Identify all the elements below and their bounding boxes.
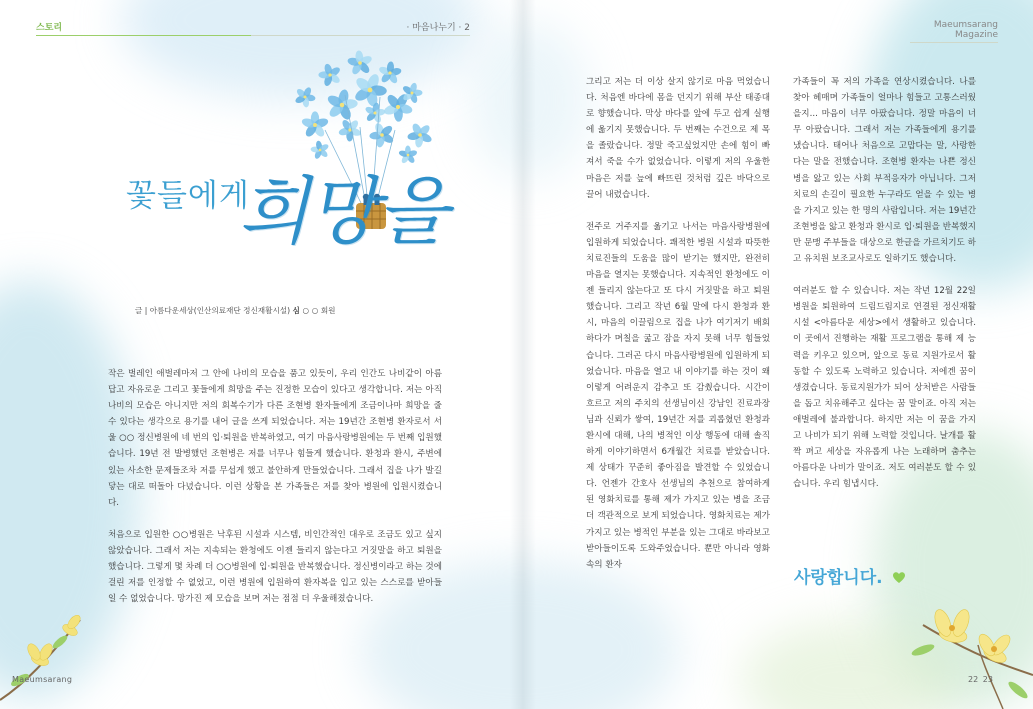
author-name: 심 ○ ○ <box>292 306 319 315</box>
balloon-flower-center <box>319 149 322 152</box>
footer-magazine: Maeumsarang <box>12 675 73 684</box>
byline <box>135 305 415 316</box>
balloon-flower-center <box>407 154 410 157</box>
balloon-flower-center <box>396 105 400 109</box>
page-gutter <box>510 0 536 709</box>
paragraph: 작은 벌레인 애벌레마저 그 안에 나비의 모습을 품고 있듯이, 우리 인간도 나비같이 아름답고 자유로운 그리고 꽃들에게 희망을 주는 진정한 모습이 있다고 생각합니다. 저는 아직 나비의 모습은 아니지만 저의 회복수기가 다른 조현병 환자들에게 조금이나마 희망을 줄 수 있다는 생각으로 용기를 내어 글을 쓰게 되었습니다. 저는 19년간 조현병 환자로서 서울 ○○ 정신병원에 네 번의 입·퇴원을 반복하였고, 여기 마음사랑병원에는 두 번째 입원했습니다. 19년 전 발병했던 조현병은 저를 너무나 힘들게 했습니다. 환청과 환시, 주변에 있는 사소한 문제들조차 저를 무섭게 했고 불안하게 만들었습니다. 그래서 집을 나가 발길 닿는 대로 떠돌아 다녔습니다. 이런 상황을 본 가족들은 저를 찾아 병원에 입원시켰습니다. <box>108 369 442 508</box>
balloon-flower-center <box>388 71 391 74</box>
series-title: · 마음나누기 · 2 <box>251 20 470 36</box>
article-column-middle <box>586 74 770 589</box>
balloon-flower-center <box>380 133 384 137</box>
balloon-flower-center <box>368 88 373 93</box>
paragraph: 그리고 저는 더 이상 살지 않기로 마음 먹었습니다. 처음엔 바다에 몸을 던지기 위해 부산 태종대로 향했습니다. 막상 바다를 앞에 두고 쉽게 실행에 옮기지 못했습니다. 두 번째는 수건으로 제 목을 졸랐습니다. 정말 죽고싶었지만 손에 힘이 빠져서 죽을 수가 없었습니다. 이렇게 저의 우울한 마음은 저를 늪에 빠뜨린 것처럼 깊은 바닥으로 끌어 내렸습니다. <box>586 77 770 200</box>
balloon-flower-center <box>340 103 345 108</box>
balloon-flower-center <box>418 133 422 137</box>
title-part-2: 희망을 <box>238 169 447 255</box>
paragraph: 처음으로 입원한 ○○병원은 낙후된 시설과 시스템, 비인간적인 대우로 조금도 있고 싶지 않았습니다. 그래서 저는 지속되는 환청에도 이젠 들리지 않는다고 거짓말을 하고 퇴원을 했습니다. 그렇게 몇 차례 더 ○○병원에 입·퇴원을 반복했습니다. 정신병이라고 하는 것에 걸린 저를 인정할 수 없었고, 이런 병원에 입원하여 환자복을 입고 있는 스스로를 받아들일 수 없었습니다. 망가진 제 모습을 보며 저는 점점 더 우울해졌습니다. <box>108 529 442 605</box>
page-number-right: 23 <box>982 675 993 684</box>
balloon-flower-center <box>358 61 362 65</box>
balloon-flower-center <box>304 96 307 99</box>
title-part-1: 꽃들에게 <box>126 178 250 214</box>
paragraph: 여러분도 할 수 있습니다. 저는 작년 12월 22일 병원을 퇴원하여 드림드림지로 연결된 정신재활시설 <아름다운 세상>에서 생활하고 있습니다. 이 곳에서 진행하는 재활 프로그램을 통해 제 능력을 키우고 있으며, 앞으로 동료 지원가로서 활동할 수 있도록 노력하고 있습니다. 저에겐 꿈이 생겼습니다. 동료지원가가 되어 상처받은 사람들을 돕고 치유해주고 싶다는 꿈 말이죠. 아직 저는 애벌레에 불과합니다. 하지만 저는 이 꿈을 가지고 나비가 되기 위해 노력할 것입니다. 날개를 활짝 펴고 세상을 자유롭게 나는 노래하며 춤추는 아름다운 나비가 말이죠. 저도 여러분도 할 수 있습니다. 우리 힘냅시다. <box>793 286 976 490</box>
article-column-right <box>793 74 976 508</box>
paragraph: 전주로 거주지를 옮기고 나서는 마음사랑병원에 입원하게 되었습니다. 쾌적한 병원 시설과 따뜻한 치료진들의 도움을 많이 받기는 했지만, 완전히 마음을 열지는 못했습니다. 지속적인 환청에도 이젠 들리지 않는다고 또 다시 거짓말을 하고 퇴원했습니다. 그리고 작년 6월 말에 다시 환청과 환시, 마음의 이끌림으로 집을 나가 여기저기 배회하다가 며칠을 굶고 잠을 자지 못해 너무 힘들었습니다. 그러곤 다시 마음사랑병원에 입원하게 되었습니다. 마음을 열고 내 이야기를 하는 것이 왜 이렇게 어려운지 감추고 또 감췄습니다. 시간이 흐르고 저의 주치의 선생님이신 강남인 진료과장님과 신뢰가 쌓여, 19년간 저를 괴롭혔던 환청과 환시에 대해, 나의 병적인 이상 행동에 대해 솔직하게 이야기하면서 6개월간 치료를 받았습니다. 제 상태가 꾸준히 좋아짐을 발견할 수 있었습니다. 언젠가 간호사 선생님의 추천으로 참여하게 된 영화치료를 통해 제가 가지고 있는 병을 조금 더 객관적으로 보게 되었습니다. 영화치료는 제가 가지고 있는 병적인 부분을 있는 그대로 바라보고 받아들이도록 도와주었습니다. 뿐만 아니라 영화 속의 환자 <box>586 221 770 570</box>
byline-suffix: 회원 <box>320 306 336 315</box>
section-tag: 스토리 <box>36 20 251 36</box>
flower-icon <box>0 560 120 709</box>
magazine-name: Maeumsarang Magazine <box>910 20 998 43</box>
flower-icon <box>883 555 1033 709</box>
balloon-flower-center <box>411 92 414 95</box>
byline-prefix: 글 | 아름다운세상(인산의료재단 정신재활시설) <box>135 306 291 315</box>
balloon-flower-center <box>313 123 317 127</box>
balloon-flower-center <box>374 112 377 115</box>
balloon-flower-center <box>328 73 331 76</box>
closing-text: 사랑합니다. <box>794 568 883 588</box>
page-numbers <box>966 675 993 684</box>
page-number-left: 22 <box>968 675 979 684</box>
article-column-left <box>108 366 442 623</box>
paragraph: 가족들이 꼭 저의 가족을 연상시켰습니다. 나를 찾아 헤매며 가족들이 얼마나 힘들고 고통스러웠을지... 마음이 너무 아팠습니다. 정말 마음이 너무 아팠습니다. 그래서 저는 가족들에게 용기를 냈습니다. 태어나 처음으로 고맙다는 말, 사랑한다는 말을 전했습니다. 조현병 환자는 나쁜 정신병을 앓고 있는 사회 부적응자가 아닙니다. 그저 치료의 손길이 필요한 누구라도 얻을 수 있는 병을 가지고 있는 한 명의 사람입니다. 저는 19년간 조현병을 앓고 환청과 환시로 입·퇴원을 반복했지만 문맹 주부들을 대상으로 한글을 가르치기도 하고 유치원 보조교사로도 일하기도 했습니다. <box>793 77 976 265</box>
